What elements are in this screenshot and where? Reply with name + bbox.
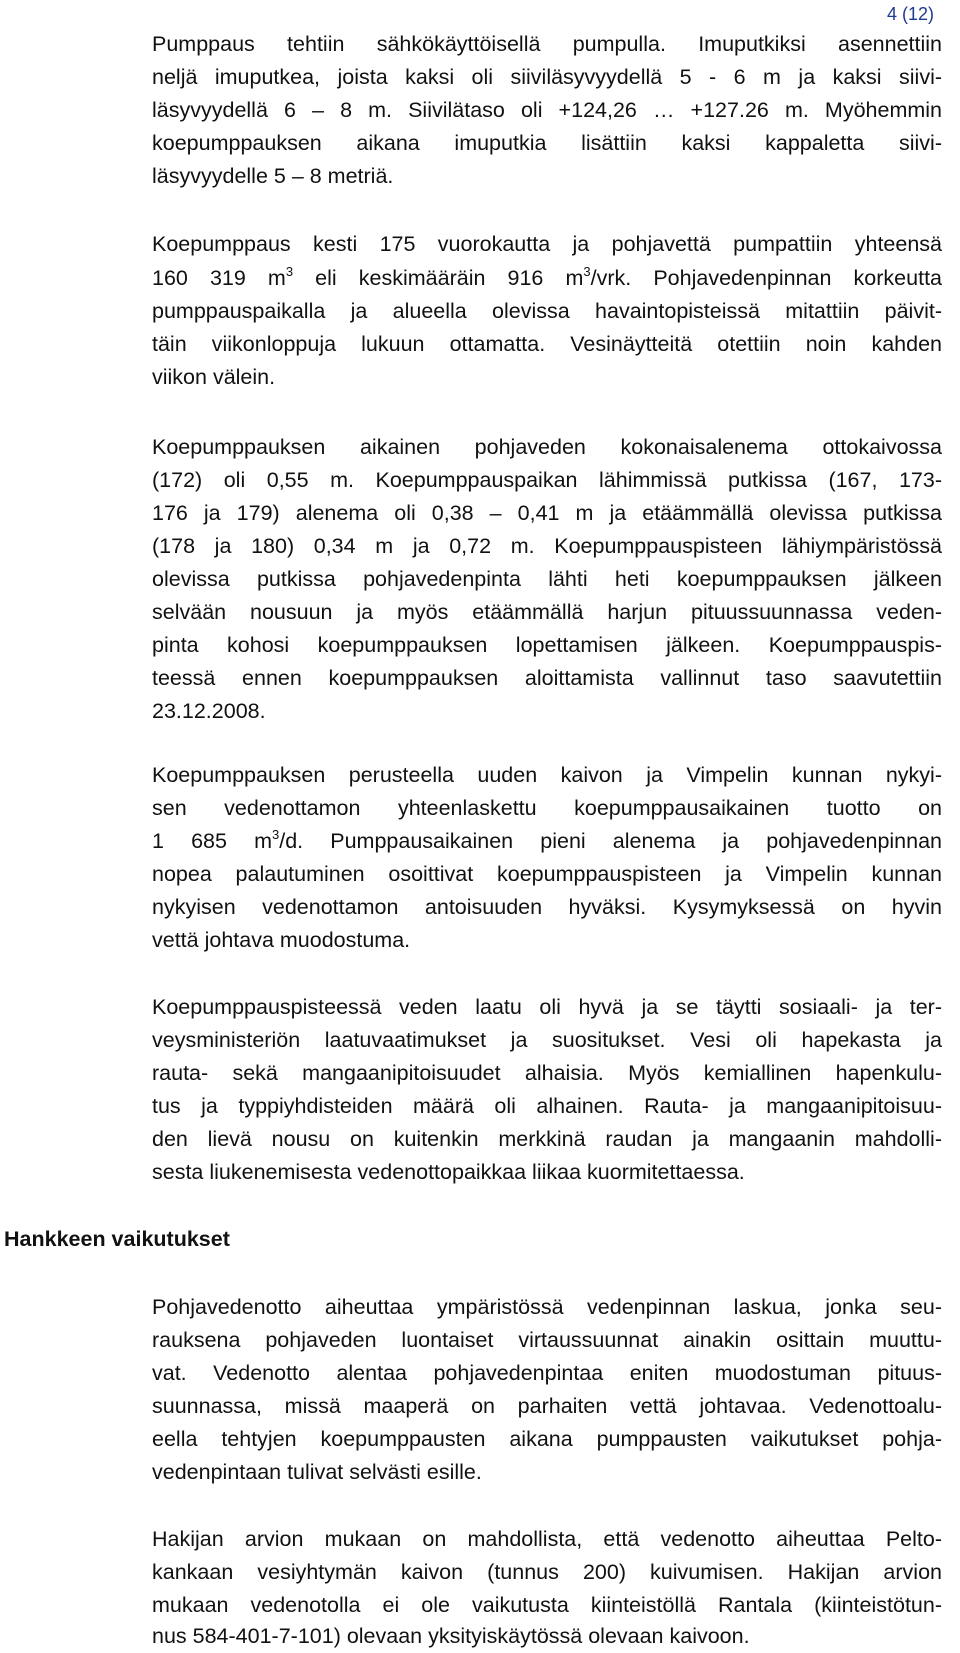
text-line-with-superscript — [152, 824, 942, 858]
text-line: läsyvyydelle 5 – 8 metriä. — [152, 164, 394, 188]
text-fragment: 1 685 m — [152, 829, 272, 853]
text-line: pumppauspaikalla ja alueella olevissa havaintopisteissä mitattiin päivit- — [152, 299, 942, 323]
text-line: täin viikonloppuja lukuun ottamatta. Vesinäytteitä otettiin noin kahden — [152, 332, 942, 356]
text-line: rauta- sekä mangaanipitoisuudet alhaisia. Myös kemiallinen hapenkulu- — [152, 1061, 942, 1085]
text-line: Koepumppauksen perusteella uuden kaivon ja Vimpelin kunnan nykyi- — [152, 763, 942, 787]
text-line: (178 ja 180) 0,34 m ja 0,72 m. Koepumppauspisteen lähiympäristössä — [152, 534, 942, 558]
text-line: Pohjavedenotto aiheuttaa ympäristössä vedenpinnan laskua, jonka seu- — [152, 1295, 942, 1319]
section-heading: Hankkeen vaikutukset — [4, 1227, 230, 1251]
text-line: mukaan vedenotolla ei ole vaikutusta kiinteistöllä Rantala (kiinteistötun- — [152, 1593, 942, 1617]
text-line: vedenpintaan tulivat selvästi esille. — [152, 1460, 482, 1484]
text-line-with-superscript — [152, 261, 942, 295]
text-fragment: 160 319 m — [152, 266, 286, 290]
text-line: 176 ja 179) alenema oli 0,38 – 0,41 m ja etäämmällä olevissa putkissa — [152, 501, 942, 525]
text-line: teessä ennen koepumppauksen aloittamista vallinnut taso saavutettiin — [152, 666, 942, 690]
text-line: vettä johtava muodostuma. — [152, 928, 411, 952]
text-line: nopea palautuminen osoittivat koepumppauspisteen ja Vimpelin kunnan — [152, 862, 942, 886]
text-fragment: eli keskimääräin 916 m — [293, 266, 584, 290]
superscript: 3 — [285, 264, 294, 279]
text-line: tus ja typpiyhdisteiden määrä oli alhainen. Rauta- ja mangaanipitoisuu- — [152, 1094, 942, 1118]
text-fragment: /d. Pumppausaikainen pieni alenema ja pohjavedenpinnan — [279, 829, 943, 853]
text-line: rauksena pohjaveden luontaiset virtaussuunnat ainakin osittain muuttu- — [152, 1328, 942, 1352]
text-line: nykyisen vedenottamon antoisuuden hyväksi. Kysymyksessä on hyvin — [152, 895, 942, 919]
text-line: den lievä nousu on kuitenkin merkkinä raudan ja mangaanin mahdolli- — [152, 1127, 942, 1151]
text-line: sesta liukenemisesta vedenottopaikkaa liikaa kuormitettaessa. — [152, 1160, 745, 1184]
superscript: 3 — [583, 264, 591, 279]
text-line: olevissa putkissa pohjavedenpinta lähti heti koepumppauksen jälkeen — [152, 567, 942, 591]
text-line: neljä imuputkea, joista kaksi oli siiviläsyvyydellä 5 - 6 m ja kaksi siivi- — [152, 65, 942, 89]
text-line: selvään nousuun ja myös etäämmällä harjun pituussuunnassa veden- — [152, 600, 942, 624]
superscript: 3 — [272, 827, 280, 842]
text-line: Koepumppauspisteessä veden laatu oli hyvä ja se täytti sosiaali- ja ter- — [152, 995, 942, 1019]
text-line: Hakijan arvion mukaan on mahdollista, että vedenotto aiheuttaa Pelto- — [152, 1527, 942, 1551]
text-line: läsyvyydellä 6 – 8 m. Siivilätaso oli +124,26 … +127.26 m. Myöhemmin — [152, 98, 942, 122]
text-line: Pumppaus tehtiin sähkökäyttöisellä pumpulla. Imuputkiksi asennettiin — [152, 32, 942, 56]
text-line: Koepumppaus kesti 175 vuorokautta ja pohjavettä pumpattiin yhteensä — [152, 232, 942, 256]
text-line: eella tehtyjen koepumppausten aikana pumppausten vaikutukset pohja- — [152, 1427, 942, 1451]
text-line: kankaan vesiyhtymän kaivon (tunnus 200) kuivumisen. Hakijan arvion — [152, 1560, 942, 1584]
text-line: 23.12.2008. — [152, 699, 266, 723]
text-line: nus 584-401-7-101) olevaan yksityiskäytössä olevaan kaivoon. — [152, 1624, 750, 1648]
text-line: (172) oli 0,55 m. Koepumppauspaikan lähimmissä putkissa (167, 173- — [152, 468, 942, 492]
text-line: veysministeriön laatuvaatimukset ja suositukset. Vesi oli hapekasta ja — [152, 1028, 942, 1052]
page-number: 4 (12) — [886, 4, 934, 24]
text-line: Koepumppauksen aikainen pohjaveden kokonaisalenema ottokaivossa — [152, 435, 942, 459]
text-line: vat. Vedenotto alentaa pohjavedenpintaa eniten muodostuman pituus- — [152, 1361, 942, 1385]
text-line: pinta kohosi koepumppauksen lopettamisen jälkeen. Koepumppauspis- — [152, 633, 942, 657]
text-line: viikon välein. — [152, 365, 276, 389]
text-line: koepumppauksen aikana imuputkia lisättiin kaksi kappaletta siivi- — [152, 131, 942, 155]
text-line: suunnassa, missä maaperä on parhaiten vettä johtavaa. Vedenottoalu- — [152, 1394, 942, 1418]
text-line: sen vedenottamon yhteenlaskettu koepumppausaikainen tuotto on — [152, 796, 942, 820]
text-fragment: /vrk. Pohjavedenpinnan korkeutta — [590, 266, 942, 290]
